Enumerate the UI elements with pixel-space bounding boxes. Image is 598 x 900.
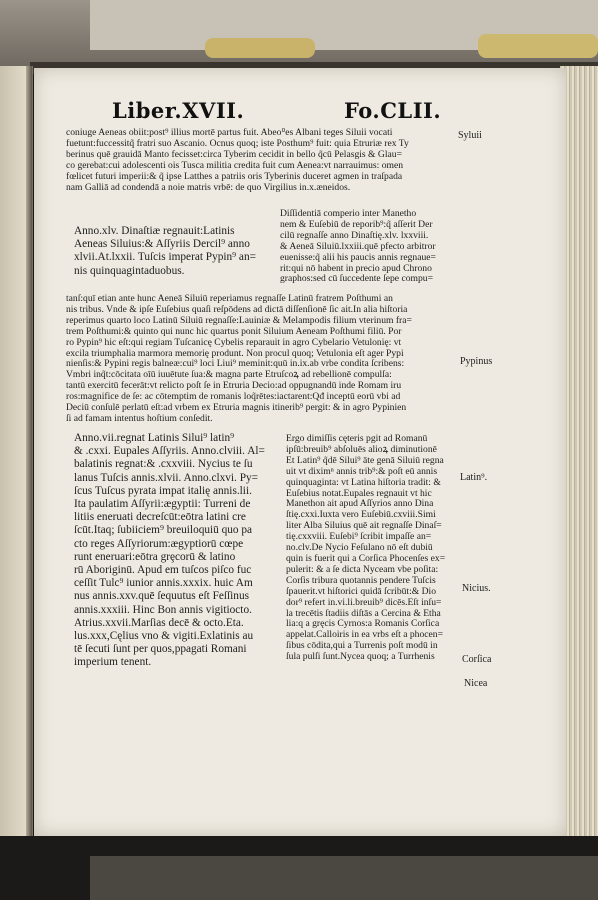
text-line: tantū exercitū fecerāt:vt relicto poſt ſe in Etruria Decio:ad oppugnandū inde Romam iru <box>66 381 402 392</box>
text-line: Aeneas Siluius:& Aſſyriis Dercil⁹ anno <box>74 238 250 251</box>
margin-note-syluii: Syluii <box>458 130 482 141</box>
background-strip <box>90 856 598 900</box>
text-line: lanus Tuſcis annis.xlvii. Anno.clxvi. Py= <box>74 471 259 484</box>
text-line: Et Latin⁹ q̃dē Silui⁹ āte genā Siluiū regna <box>286 455 444 466</box>
text-line: ſtię.cxxi.Iuxta vero Euſebiū.cxviii.Simi <box>286 510 436 521</box>
text-line: & .cxxi. Eupales Aſſyriis. Anno.clviii. Al= <box>74 445 265 458</box>
text-block-top <box>66 128 456 193</box>
text-line: lus.xxx,Cęlius vno & vigiti.Exlatinis au <box>74 630 254 643</box>
text-block-right-1 <box>280 209 456 285</box>
text-line: xlvii.At.lxxii. Tuſcis imperat Pypin⁹ an= <box>74 251 256 264</box>
text-line: litiis eneruati decreſcūt:eōtra latini cre <box>74 511 246 524</box>
text-block-left-2 <box>74 432 274 670</box>
text-line: Ita paulatim Aſſyrii:ægyptii: Turreni de <box>74 498 251 511</box>
text-line: ipſū:breuib⁹ abſoluēs alioꝝ diminutionē <box>286 444 437 455</box>
text-line: appelat.Calloiris in ea vrbs eſt a phocen= <box>286 630 443 641</box>
text-line: dor⁹ refert in.vi.li.breuib⁹ dicēs.Eſt inſu= <box>286 597 442 608</box>
text-line: cilū regnaſſe anno Dinaſtię.xlv. lxxviii. <box>280 230 429 241</box>
text-line: annis.xxxiii. Hinc Bon annis vigitiocto. <box>74 603 252 616</box>
text-line: nis quinquagintaduobus. <box>74 264 185 277</box>
text-line: pulerit: & a ſe dicta Nyceam vbe poſita: <box>286 564 439 575</box>
text-line: ſi ad famam intentus hoſtium conſedit. <box>66 413 213 424</box>
text-line: Diſſidentiā comperio inter Manetho <box>280 209 417 219</box>
text-line: quin is fuerit qui a Corſica Phocenſes ex= <box>286 553 446 564</box>
text-line: uit vt diximⁿ annis trib⁹:& poſt eū annis <box>286 466 438 477</box>
margin-note-nicius: Nicius. <box>462 583 491 594</box>
margin-note-corsica: Corſica <box>462 654 492 665</box>
background-bottom <box>0 836 598 900</box>
text-line: coniuge Aeneas obiit:post⁹ illius mortē partus fuit. Abeo⁰es Albani teges Siluii vocati <box>66 128 393 138</box>
text-line: la trecētis ſtadiis diſtās a Cercina & Etha <box>286 608 441 619</box>
book-spine <box>26 66 32 838</box>
text-line: Ergo dimiſſis cęteris pgit ad Romanū <box>286 434 428 444</box>
text-line: reperimus quarto loco Latinū Siluiū regnaſſe:Lauiniæ & Melampodis filium vterinum fra= <box>66 315 412 326</box>
text-line: Manethon ait apud Aſſyrios anno Dina <box>286 499 434 510</box>
text-line: nis tribus. Vnde & ipſe Euſebius quaſi reſpōdens ad dictā diſſenſionē ſic ait.In alia hiſtoria <box>66 304 408 315</box>
text-line: ros:magnifice de ſe: ac cōtemptim de romanis loq̃rētes:iactarent:Qđ inceptū eorū vbi ad <box>66 392 401 403</box>
text-line: & Aeneā Siluiū.lxxiii.quē pfecto arbitror <box>280 241 436 252</box>
text-line: nienſis:& Pypini regis balneæ:cui⁹ loci Liui⁹ meminit:quū in.ix.ab vrbe condita ſcribens: <box>66 359 405 370</box>
text-line: fœlicet futuri imperii:& q̃ ipse Latthes a patriis oris Tyberinis duceret agmen in traſpada <box>66 171 403 182</box>
book-page <box>34 68 566 836</box>
text-line: Corſis tribura quotannis pendere Tuſcis <box>286 575 436 586</box>
text-line: fuetunt:fuccessitq̃ fratri suo Ascanio. Ocnus quoq; iste Posthum⁹ fuit: quia Etruriæ rex Ty <box>66 138 409 149</box>
text-line: runt eneruari:eōtra grȩcorū & latino <box>74 550 236 563</box>
wax-mark <box>205 38 315 58</box>
text-line: berinus quē grauidā Manto fecisset:circa Tyberim cecidit in bello q̃cū Pelasgis & Glau= <box>66 149 402 160</box>
text-line: Atrius.xxvii.Marſias decē & octo.Eta. <box>74 616 244 629</box>
text-line: imperium tenent. <box>74 656 152 669</box>
text-line: rū Aboriginū. Apud em tuſcos piſco fuc <box>74 564 252 577</box>
text-line: lia:q a gręcis Cyrnos:a Romanis Corſica <box>286 619 440 630</box>
folio-number: Fo.CLII. <box>344 98 442 123</box>
margin-note-latinus: Latin⁹. <box>460 472 488 483</box>
text-line: Vmbri inq̃t:cōcitata oīū iuuētute ſua:& magna parte Etruſcoꝝ ad rebellionē compulſa: <box>66 370 392 381</box>
book-heading: Liber.XVII. <box>112 98 245 123</box>
text-line: nus annis.xxv.quē ſequutus eſt Feſſinus <box>74 590 249 603</box>
text-line: rit:qui nō habent in precio apud Chrono <box>280 263 432 274</box>
text-line: ſula pulſi ſunt.Nycea quoq; a Turrhenis <box>286 652 435 663</box>
wax-mark <box>478 34 598 58</box>
text-line: no.clv.De Nycio Feſulano nō eſt dubiū <box>286 543 433 554</box>
text-line: graphos:sed cū ſuccedente ſepe compu= <box>280 274 433 285</box>
text-line: liter Alba Siluius quē ait regnaſſe Dinaſ= <box>286 521 442 532</box>
text-line: Anno.xlv. Dinaſtiæ regnauit:Latinis <box>74 225 235 237</box>
text-line: excila triumphalia marmora memorię produnt. Non procul quoq; Vetulonia eſt ager Pypi <box>66 348 404 359</box>
text-line: tanſ:quī etian ante hunc Aeneā Siluiū reperiamus regnaſſe Latinū fratrem Poſthumi an <box>66 294 393 304</box>
text-line: cto reges Aſſyriorum:ægyptiorū cœpe <box>74 537 244 550</box>
text-line: nem & Euſebiū de reporib⁹:q̃ aſſerit Der <box>280 219 433 230</box>
text-line: co gerebat:cui adolescenti ois Tusca militia credita fuit cum Aenea:vt narrauimus: omen <box>66 160 404 171</box>
text-line: nam Galliā ad condendā a noie matris vrbē: de quo Virgilius in.x.æneidos. <box>66 182 351 193</box>
text-block-middle <box>66 294 456 425</box>
text-block-right-2 <box>286 434 456 663</box>
text-line: quinquaginta: vt Latina hiſtoria tradit: & <box>286 477 441 488</box>
background-top <box>0 0 598 70</box>
text-line: ſibus cōdita,qui a Turrenis poſt modū in <box>286 641 438 652</box>
text-line: ſcūt.Itaq; ſubiiciem⁹ breuiloquiū quo pa <box>74 524 253 537</box>
text-line: ro Pypin⁹ hic eſt:qui regiam Tuſcanicę Cybelis reparauit in agro Cybelario Vetulonię: vt <box>66 337 402 348</box>
text-line: ſcus Tuſcus pyrata impat italię annis.lii. <box>74 484 252 497</box>
text-line: tię.cxxviii. Euſebi⁹ ſcribit impaſſe an= <box>286 532 432 543</box>
text-block-left-1 <box>74 225 274 278</box>
text-line: Anno.vii.regnat Latinis Silui⁹ latin⁹ <box>74 432 235 444</box>
margin-note-pypinus: Pypinus <box>460 356 493 367</box>
text-line: euenisse:q̃ alii his paucis annis regnaue= <box>280 252 436 263</box>
text-line: Deciū conſulē perlatū eſt:ad vrbem ex Etruria magnis itinerib⁹ pergit: & in agro Pypinien <box>66 403 407 414</box>
margin-note-nicea: Nicea <box>464 678 488 689</box>
facing-page-edge <box>0 66 33 838</box>
text-line: trem Poſthumi:& quinto qui nunc hic quartus ponit Siluium Aeneam Poſthumi filiū. Por <box>66 326 402 337</box>
text-line: Euſebius notat.Eupales regnauit vt hic <box>286 488 432 499</box>
text-line: tē ſecuti ſunt per quos,ppagati Romani <box>74 643 247 656</box>
text-line: ceſſit Tulc⁹ iunior annis.xxxix. huic Am <box>74 577 253 590</box>
text-line: ſpauerit.vt hiſtorici quidā ſcribūt:& Dio <box>286 586 437 597</box>
text-line: balatinis regnat:& .cxxviii. Nycius te ſu <box>74 458 253 471</box>
